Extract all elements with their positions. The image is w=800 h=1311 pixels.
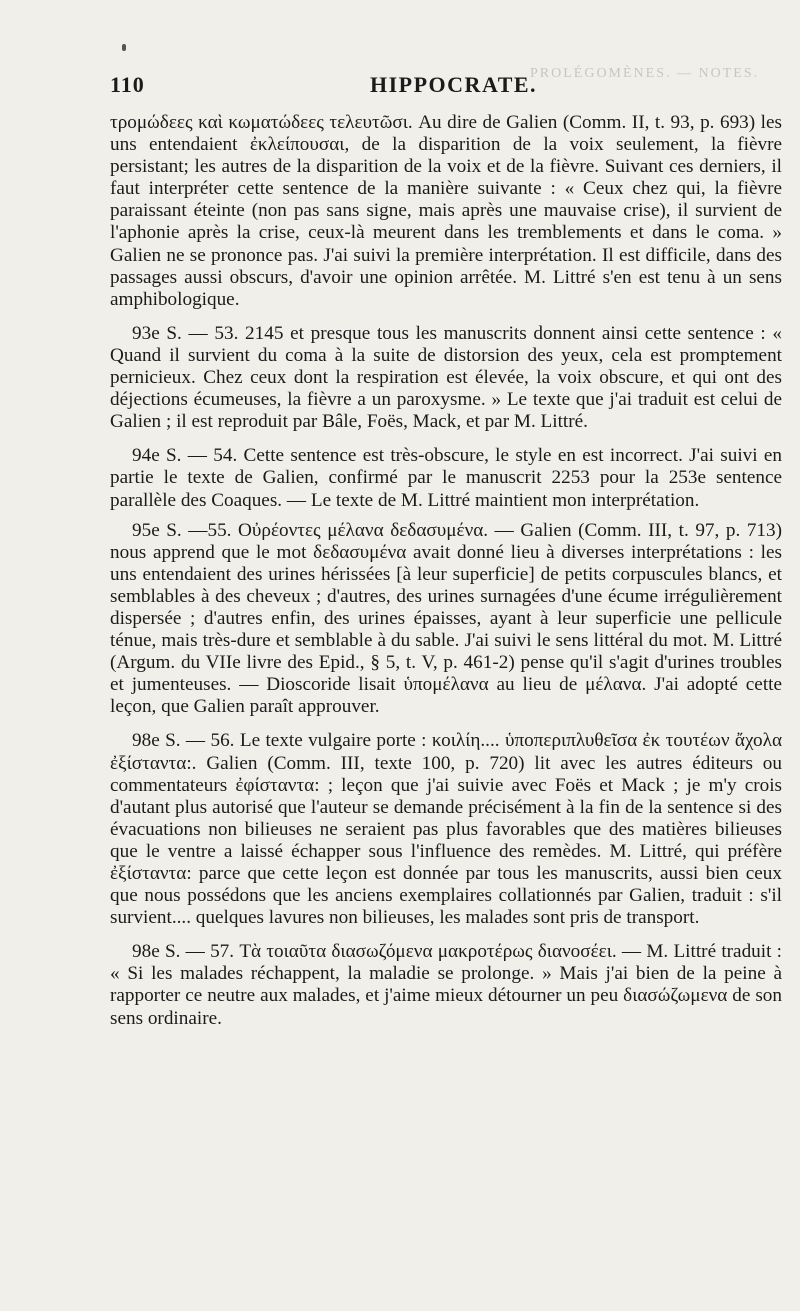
paragraph-note-95: 95e S. —55. Οὐρέοντες μέλανα δεδασυμένα. — Galien (Comm. III, t. 97, p. 713) nous apprend que le mot δεδασυμένα avait donné lieu à diverses interprétations : les uns entendaient des urines hérissées [à leur superficie] de petits corpuscules blancs, et semblables à des cheveux ; d'autres, des urines surnagées d'une écume irrégulièrement dispersée ; d'autres enfin, des urines épaisses, ayant à leur superficie une pellicule ténue, mais très-dure et semblable à du sable. J'ai suivi le sens littéral du mot. M. Littré (Argum. du VIIe livre des Epid., § 5, t. V, p. 461-2) pense qu'il s'agit d'urines troubles et jumenteuses. — Dioscoride lisait ὑπομέλανα au lieu de μέλανα. J'ai adopté cette leçon, que Galien paraît approuver.: [110, 519, 782, 718]
paragraph-note-98-57: 98e S. — 57. Τὰ τοιαῦτα διασωζόμενα μακροτέρως διανοσέει. — M. Littré traduit : « Si les malades réchappent, la maladie se prolonge. » Mais j'ai bien de la peine à rapporter ce neutre aux malades, et j'aime mieux détourner un peu διασώζωμενα de son sens ordinaire.: [110, 941, 782, 1029]
running-head: HIPPOCRATE.: [370, 72, 538, 97]
ink-speck: [122, 44, 126, 51]
page-header: [110, 66, 770, 106]
body-text: [110, 112, 782, 1030]
paragraph-note-98-56: 98e S. — 56. Le texte vulgaire porte : κοιλίη.... ὑποπεριπλυθεῖσα ἐκ τουτέων ἄχολα ἐξίσταντα:. Galien (Comm. III, texte 100, p. 720) lit avec les autres éditeurs ou commentateurs ἐφίσταντα: ; leçon que j'ai suivie avec Foës et Mack ; je m'y crois d'autant plus autorisé que l'auteur se demande précisément à la fin de la sentence si des évacuations non bilieuses ne seraient pas plus favorables que des matières bilieuses que le ventre a laissé échapper sous l'influence des remèdes. M. Littré, qui préfère ἐξίσταντα: parce que cette leçon est donnée par tous les manuscrits, aussi bien ceux que nous possédons que les anciens exemplaires collationnés par Galien, traduit : s'il survient.... quelques lavures non bilieuses, les malades sont pris de transport.: [110, 730, 782, 929]
paragraph-note-93: 93e S. — 53. 2145 et presque tous les manuscrits donnent ainsi cette sentence : « Quand il survient du coma à la suite de distorsion des yeux, cela est promptement pernicieux. Chez ceux dont la respiration est élevée, la voix obscure, et qui ont des déjections écumeuses, la fièvre a un paroxysme. » Le texte que j'ai traduit est celui de Galien ; il est reproduit par Bâle, Foës, Mack, et par M. Littré.: [110, 322, 782, 433]
paragraph-note-94: 94e S. — 54. Cette sentence est très-obscure, le style en est incorrect. J'ai suivi en partie le texte de Galien, confirmé par le manuscrit 2253 pour la 253e sentence parallèle des Coaques. — Le texte de M. Littré maintient mon interprétation.: [110, 445, 782, 511]
bleedthrough-heading: PROLÉGOMÈNES. — NOTES.: [530, 66, 760, 81]
paragraph-continuation: τρομώδεες καὶ κωματώδεες τελευτῶσι. Au dire de Galien (Comm. II, t. 93, p. 693) les uns entendaient ἐκλείπουσαι, de la disparition de la voix seulement, la fièvre persistant; les autres de la disparition de la voix et de la fièvre. Suivant ces derniers, il faut interpréter cette sentence de la manière suivante : « Ceux chez qui, la fièvre paraissant éteinte (non pas sans signe, mais après une mauvaise crise), il survient de l'aphonie après la crise, ceux-là meurent dans les tremblements et dans le coma. » Galien ne se prononce pas. J'ai suivi la première interprétation. Il est difficile, dans des passages aussi obscurs, d'avoir une opinion arrêtée. M. Littré s'en est tenu à un sens amphibologique.: [110, 112, 782, 310]
page-number: 110: [110, 72, 145, 97]
